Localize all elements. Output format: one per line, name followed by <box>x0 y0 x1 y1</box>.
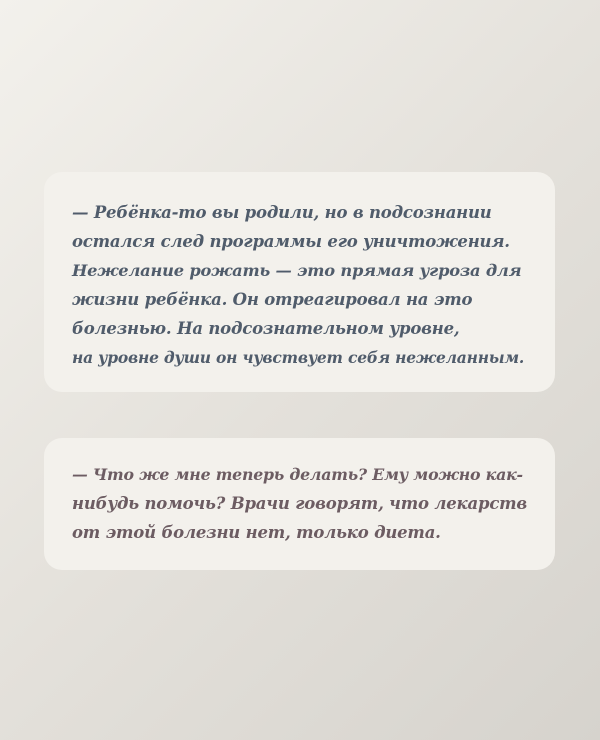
quote-line: жизни ребёнка. Он отреагировал на это <box>72 290 473 309</box>
quote-line: на уровне души он чувствует себя нежеланным. <box>72 348 525 367</box>
quote-line: — Что же мне теперь делать? Ему можно как- <box>72 465 523 484</box>
quote-line: остался след программы его уничтожения. <box>72 232 510 251</box>
quote-card-doctor <box>44 172 555 392</box>
quote-card-mother <box>44 438 555 570</box>
quote-line: нибудь помочь? Врачи говорят, что лекарств <box>72 494 528 513</box>
quote-line: от этой болезни нет, только диета. <box>72 523 441 542</box>
quote-line: болезнью. На подсознательном уровне, <box>72 319 460 338</box>
quote-line: Нежелание рожать — это прямая угроза для <box>72 261 522 280</box>
quote-line: — Ребёнка-то вы родили, но в подсознании <box>72 203 492 222</box>
